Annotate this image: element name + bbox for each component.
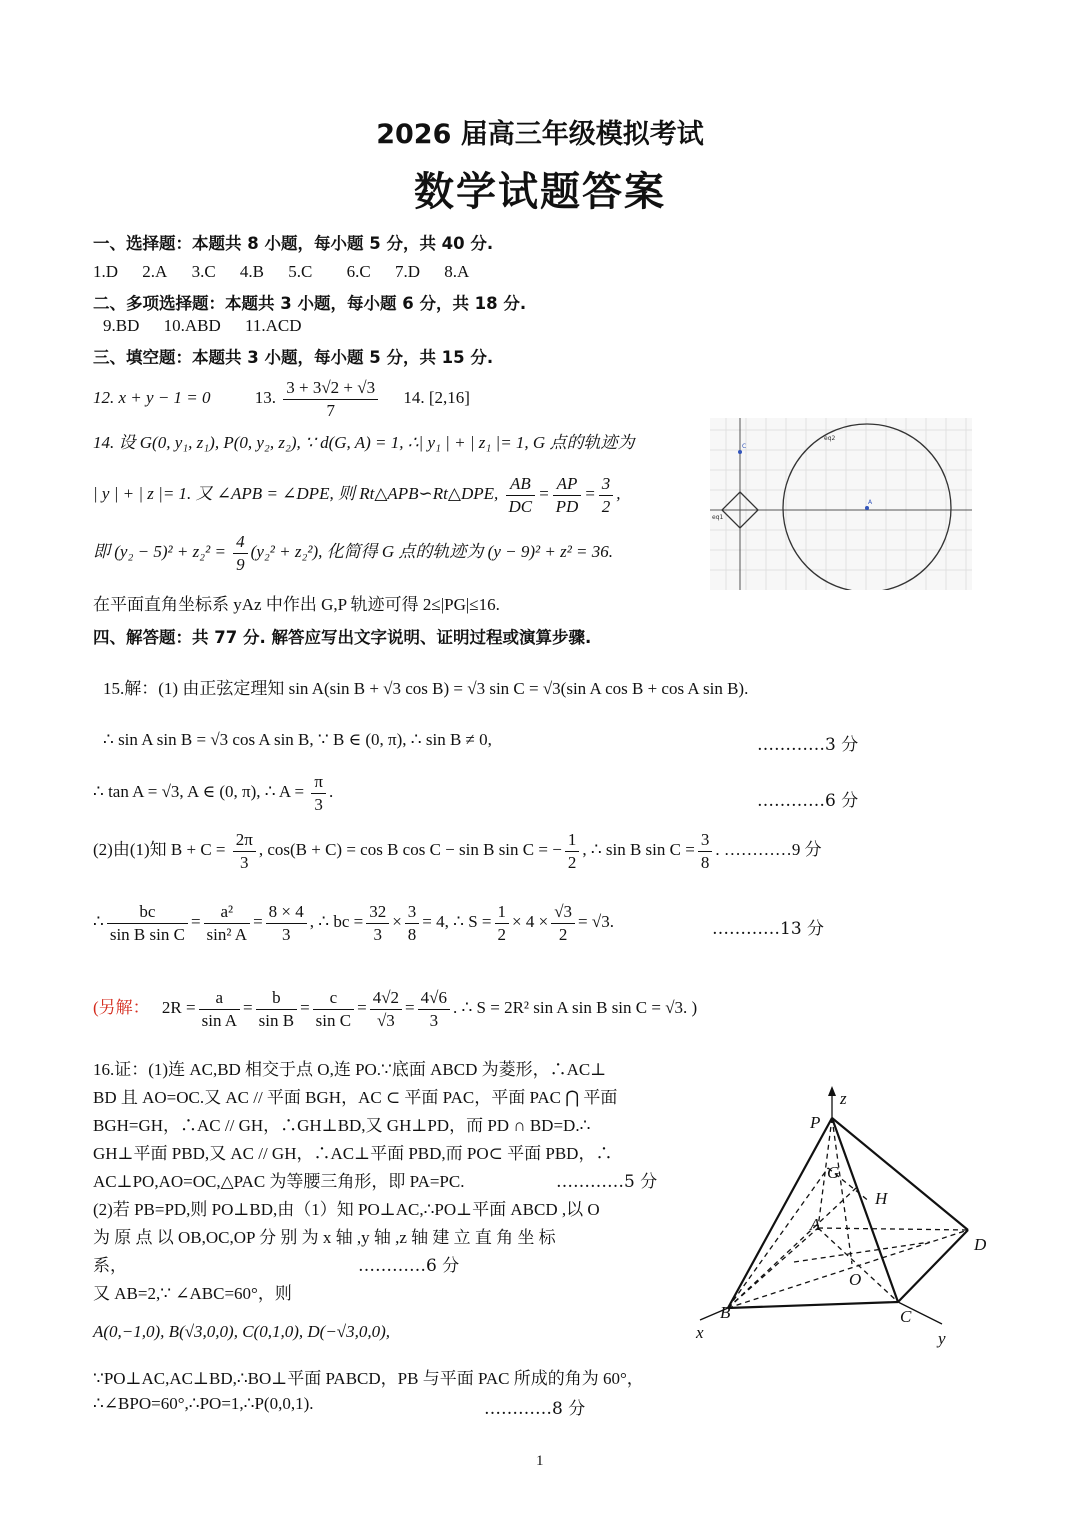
q15-alt-f3-num: c bbox=[313, 987, 354, 1010]
q15-l5-f2-num: a² bbox=[204, 901, 251, 924]
q15-l4-f2-num: 1 bbox=[565, 829, 580, 852]
q15-line4-text-c: , ∴ sin B sin C = bbox=[582, 840, 695, 859]
q16-score-6: …………6 分 bbox=[358, 1256, 460, 1276]
label-p: P bbox=[810, 1113, 821, 1132]
q15-line4-text-a: (2)由(1)知 B + C = bbox=[93, 840, 226, 859]
q15-alt-f1-den: sin A bbox=[201, 1010, 238, 1030]
q15-alt-text-b: . ∴ S = 2R² sin A sin B sin C = √3. ) bbox=[452, 998, 698, 1017]
answer-title: 数学试题答案 bbox=[414, 169, 666, 215]
q15-l5-f6-den: 2 bbox=[497, 924, 506, 944]
q14-line3-text-a: 即 (y₂ − 5)² + z₂² = bbox=[93, 542, 226, 561]
q15-l4-f1-den: 3 bbox=[240, 852, 249, 872]
graph-point-c bbox=[738, 450, 742, 454]
q15-alt-f4-num: 4√2 bbox=[370, 987, 402, 1010]
q15-l5-f5-num: 3 bbox=[405, 901, 420, 924]
q14-frac3-den: 2 bbox=[601, 496, 611, 516]
label-a: A bbox=[810, 1215, 821, 1234]
q15-alt-frac-b bbox=[256, 987, 297, 1032]
q15-frac-3-8 bbox=[698, 829, 713, 874]
label-x: x bbox=[696, 1323, 704, 1342]
q15-l5-f6-num: 1 bbox=[495, 901, 510, 924]
graph-background bbox=[710, 418, 972, 590]
q16-line8: 系， bbox=[93, 1256, 127, 1275]
answer-6: 6.C bbox=[346, 262, 371, 281]
z-axis-arrow bbox=[828, 1086, 836, 1096]
section3-answers bbox=[93, 372, 470, 424]
q15-alt-f2-num: b bbox=[256, 987, 297, 1010]
section4-title: 四、解答题：共 77 分. 解答应写出文字说明、证明过程或演算步骤. bbox=[93, 628, 592, 647]
q16-line10: A(0,−1,0), B(√3,0,0), C(0,1,0), D(−√3,0,0), bbox=[93, 1322, 391, 1341]
graph-center-point bbox=[865, 506, 869, 510]
answer-5: 5.C bbox=[288, 262, 313, 281]
answer-13-fraction bbox=[283, 377, 378, 422]
page-number: 1 bbox=[536, 1453, 544, 1469]
q15-alt-frac-c bbox=[313, 987, 354, 1032]
q15-line5: ∴ $\frac{bc}{\text{sin B sin C}}$ = $\frac{\text{a²}}{\text{sin² A}}$ = $\frac{8 \times 4}{3}$ , ∴ bc = $\frac{32}{3}$ × $\frac{3}{8}$ = 4, ∴ S = $\frac{1}{2}$ × 4 × $\frac{√3}{2}$ = √3. bbox=[93, 901, 614, 944]
q15-frac-8x4 bbox=[266, 901, 307, 946]
pyramid-hidden-edges bbox=[728, 1118, 968, 1308]
section1-answers bbox=[93, 262, 489, 282]
q16-line1: 16.证：(1)连 AC,BD 相交于点 O,连 PO.∵底面 ABCD 为菱形，∴AC⊥ bbox=[93, 1060, 607, 1079]
graph-label-eq1: eq1 bbox=[712, 514, 724, 521]
q15-line4 bbox=[93, 826, 822, 874]
q15-alt-f3-den: sin C bbox=[315, 1010, 352, 1030]
answer-2: 2.A bbox=[142, 262, 168, 281]
q14-line2: | y | + | z |= 1. 又 ∠APB = ∠DPE, 则 Rt△APB∽Rt△DPE, $\frac{AB}{DC}$ = $\frac{AP}{PD}$ = $\frac{3}{2}$ , bbox=[93, 473, 621, 516]
q15-alt-text-a: 2R = bbox=[161, 998, 196, 1017]
q15-l5-f3-den: 3 bbox=[281, 924, 291, 944]
answer-13-numerator: 3 + 3√2 + √3 bbox=[283, 377, 378, 400]
answer-7: 7.D bbox=[394, 262, 420, 281]
label-g: G bbox=[827, 1163, 840, 1182]
q14-frac4-den: 9 bbox=[236, 554, 245, 574]
q14-line1: 14. 设 G(0, y₁, z₁), P(0, y₂, z₂), ∵ d(G, A) = 1, ∴| y₁ | + | z₁ |= 1, G 点的轨迹为 bbox=[93, 433, 635, 452]
answer-10: 10.ABD bbox=[163, 316, 221, 335]
graph-label-eq2: eq2 bbox=[824, 435, 836, 442]
q15-frac-a2 bbox=[204, 901, 251, 946]
q15-line1: 15.解：(1) 由正弦定理知 sin A(sin B + √3 cos B) = √3 sin C = √3(sin A cos B + cos A sin B). bbox=[103, 679, 749, 698]
q15-l5-f7-num: √3 bbox=[551, 901, 575, 924]
answer-13-denominator: 7 bbox=[326, 400, 335, 420]
q15-frac-32-3 bbox=[366, 901, 389, 946]
q15-l4-f3-num: 3 bbox=[698, 829, 713, 852]
q14-frac-ap-pd bbox=[553, 473, 582, 518]
q15-alt-label: (另解： bbox=[93, 998, 150, 1017]
q15-l4-f2-den: 2 bbox=[567, 852, 577, 872]
q15-line5-text-b: , ∴ bc = bbox=[309, 912, 364, 931]
q15-frac-2pi-3 bbox=[233, 829, 256, 874]
q15-frac-1-2b bbox=[495, 901, 510, 946]
q15-l5-f3-num: 8 × 4 bbox=[266, 901, 307, 924]
q15-frac-bc bbox=[107, 901, 188, 946]
label-b: B bbox=[720, 1303, 731, 1322]
q16-score-5: …………5 分 bbox=[556, 1172, 658, 1192]
q15-alt-f4-den: √3 bbox=[376, 1010, 395, 1030]
q14-frac4-num: 4 bbox=[233, 531, 248, 554]
q15-l4-f1-num: 2π bbox=[233, 829, 256, 852]
q16-line3: BGH=GH，∴AC // GH，∴GH⊥BD,又 GH⊥PD，而 PD ∩ BD=D.∴ bbox=[93, 1116, 591, 1135]
answer-3: 3.C bbox=[191, 262, 216, 281]
q15-frac-pi-den: 3 bbox=[314, 794, 323, 814]
answer-9: 9.BD bbox=[103, 316, 140, 335]
q15-alt-frac-a bbox=[199, 987, 240, 1032]
q15-alt-f5-num: 4√6 bbox=[418, 987, 450, 1010]
q16-line5: AC⊥PO,AO=OC,△PAC 为等腰三角形，即 PA=PC. bbox=[93, 1172, 465, 1191]
q15-l5-f5-den: 8 bbox=[407, 924, 417, 944]
q15-line2: ∴ sin A sin B = √3 cos A sin B, ∵ B ∈ (0, π), ∴ sin B ≠ 0, bbox=[103, 730, 492, 749]
q16-line4: GH⊥平面 PBD,又 AC // GH，∴AC⊥平面 PBD,而 PO⊂ 平面 PBD，∴ bbox=[93, 1144, 613, 1163]
q14-frac1-den: DC bbox=[508, 496, 533, 516]
pyramid-solid-edges bbox=[728, 1118, 968, 1308]
q16-pyramid-figure bbox=[680, 1082, 1000, 1352]
q14-line4: 在平面直角坐标系 yAz 中作出 G,P 轨迹可得 2≤|PG|≤16. bbox=[93, 595, 500, 614]
q14-frac2-num: AP bbox=[553, 473, 582, 496]
label-h: H bbox=[875, 1189, 888, 1208]
q15-line5-text-c: = 4, ∴ S = bbox=[422, 912, 492, 931]
q15-alt-frac-4sqrt6 bbox=[418, 987, 450, 1032]
q16-line11: ∵PO⊥AC,AC⊥BD,∴BO⊥平面 PABCD，PB 与平面 PAC 所成的角为 60°， bbox=[93, 1369, 644, 1388]
section1-title: 一、选择题：本题共 8 小题，每小题 5 分，共 40 分. bbox=[93, 234, 494, 253]
answer-14: 14. [2,16] bbox=[403, 388, 470, 407]
q14-frac2-den: PD bbox=[555, 496, 579, 516]
q15-l5-f1-den: sin B sin C bbox=[109, 924, 185, 944]
q14-frac-3-2 bbox=[599, 473, 614, 518]
q15-l5-f1-num: bc bbox=[107, 901, 188, 924]
q16-line6: (2)若 PB=PD,则 PO⊥BD,由（1）知 PO⊥AC,∴PO⊥平面 ABCD ,以 O bbox=[93, 1200, 600, 1219]
q14-frac3-num: 3 bbox=[599, 473, 614, 496]
graph-label-a: A bbox=[868, 499, 873, 506]
q15-frac-pi-3 bbox=[311, 771, 326, 816]
exam-title: 2026 届高三年级模拟考试 bbox=[376, 119, 704, 150]
q15-alt-f1-num: a bbox=[199, 987, 240, 1010]
q16-score-8: …………8 分 bbox=[484, 1399, 586, 1419]
q15-l4-f3-den: 8 bbox=[700, 852, 710, 872]
q15-l5-f7-den: 2 bbox=[558, 924, 568, 944]
q16-line7: 为 原 点 以 OB,OC,OP 分 别 为 x 轴 ,y 轴 ,z 轴 建 立 直 角 坐 标 bbox=[93, 1228, 556, 1247]
q15-score-3: …………3 分 bbox=[757, 735, 859, 755]
graph-label-c: C bbox=[742, 443, 747, 450]
label-c: C bbox=[900, 1307, 912, 1326]
section3-title: 三、填空题：本题共 3 小题，每小题 5 分，共 15 分. bbox=[93, 348, 494, 367]
answer-13-label: 13. bbox=[254, 388, 277, 407]
label-y: y bbox=[938, 1329, 946, 1348]
q16-line2: BD 且 AO=OC.又 AC // 平面 BGH，AC ⊂ 平面 PAC，平面 PAC ⋂ 平面 bbox=[93, 1088, 618, 1107]
q14-locus-graph bbox=[710, 418, 972, 590]
q16-line9: 又 AB=2,∵ ∠ABC=60°，则 bbox=[93, 1284, 292, 1303]
label-o: O bbox=[849, 1270, 862, 1289]
q15-line5-text-e: = √3. bbox=[578, 912, 614, 931]
answer-4: 4.B bbox=[239, 262, 264, 281]
q14-frac-ab-dc bbox=[506, 473, 536, 518]
q15-score-9: . …………9 分 bbox=[715, 840, 822, 859]
q15-frac-pi-num: π bbox=[311, 771, 326, 794]
q14-line2-text: | y | + | z |= 1. 又 ∠APB = ∠DPE, 则 Rt△APB∽Rt△DPE, bbox=[93, 484, 499, 503]
q15-score-13: …………13 分 bbox=[712, 919, 825, 939]
q15-line5-text-d: × 4 × bbox=[512, 912, 549, 931]
q15-l5-f4-num: 32 bbox=[366, 901, 389, 924]
q15-alt-frac-4sqrt2 bbox=[370, 987, 402, 1032]
answer-1: 1.D bbox=[93, 262, 119, 281]
answer-12: 12. x + y − 1 = 0 bbox=[93, 388, 211, 407]
answer-8: 8.A bbox=[444, 262, 470, 281]
q14-line3-text-b: (y₂² + z₂²), 化简得 G 点的轨迹为 (y − 9)² + z² = 36. bbox=[250, 542, 614, 561]
q15-frac-1-2 bbox=[565, 829, 580, 874]
q14-frac-4-9 bbox=[233, 531, 248, 576]
q15-alt-f2-den: sin B bbox=[258, 1010, 295, 1030]
q15-line3-text: ∴ tan A = √3, A ∈ (0, π), ∴ A = bbox=[93, 782, 305, 801]
q15-score-6: …………6 分 bbox=[757, 791, 859, 811]
q15-line3: ∴ tan A = √3, A ∈ (0, π), ∴ A = $\frac{\pi}{3}$ . bbox=[93, 771, 334, 814]
section2-answers bbox=[103, 316, 322, 336]
label-d: D bbox=[974, 1235, 987, 1254]
q15-l5-f4-den: 3 bbox=[373, 924, 382, 944]
answer-11: 11.ACD bbox=[245, 316, 302, 335]
q15-alt-line: (另解： 2R = $\frac{a}{\text{sin A}}$ = $\frac{b}{\text{sin B}}$ = $\frac{c}{\text{sin C}}$ = $\frac{4√2}{√3}$ = $\frac{4√6}{3}$ . ∴ S = 2R² sin A sin B sin C = √3. ) bbox=[93, 987, 698, 1030]
q15-frac-3-8b bbox=[405, 901, 420, 946]
q15-line4-text-b: , cos(B + C) = cos B cos C − sin B sin C = − bbox=[258, 840, 562, 859]
q14-line3 bbox=[93, 528, 613, 576]
section2-title: 二、多项选择题：本题共 3 小题，每小题 6 分，共 18 分. bbox=[93, 294, 527, 313]
label-z: z bbox=[840, 1089, 847, 1108]
q15-l5-f2-den: sin² A bbox=[206, 924, 248, 944]
q15-frac-sqrt3-2 bbox=[551, 901, 575, 946]
q16-line12: ∴∠BPO=60°,∴PO=1,∴P(0,0,1). bbox=[93, 1394, 314, 1413]
q14-frac1-num: AB bbox=[506, 473, 536, 496]
q15-alt-f5-den: 3 bbox=[429, 1010, 439, 1030]
